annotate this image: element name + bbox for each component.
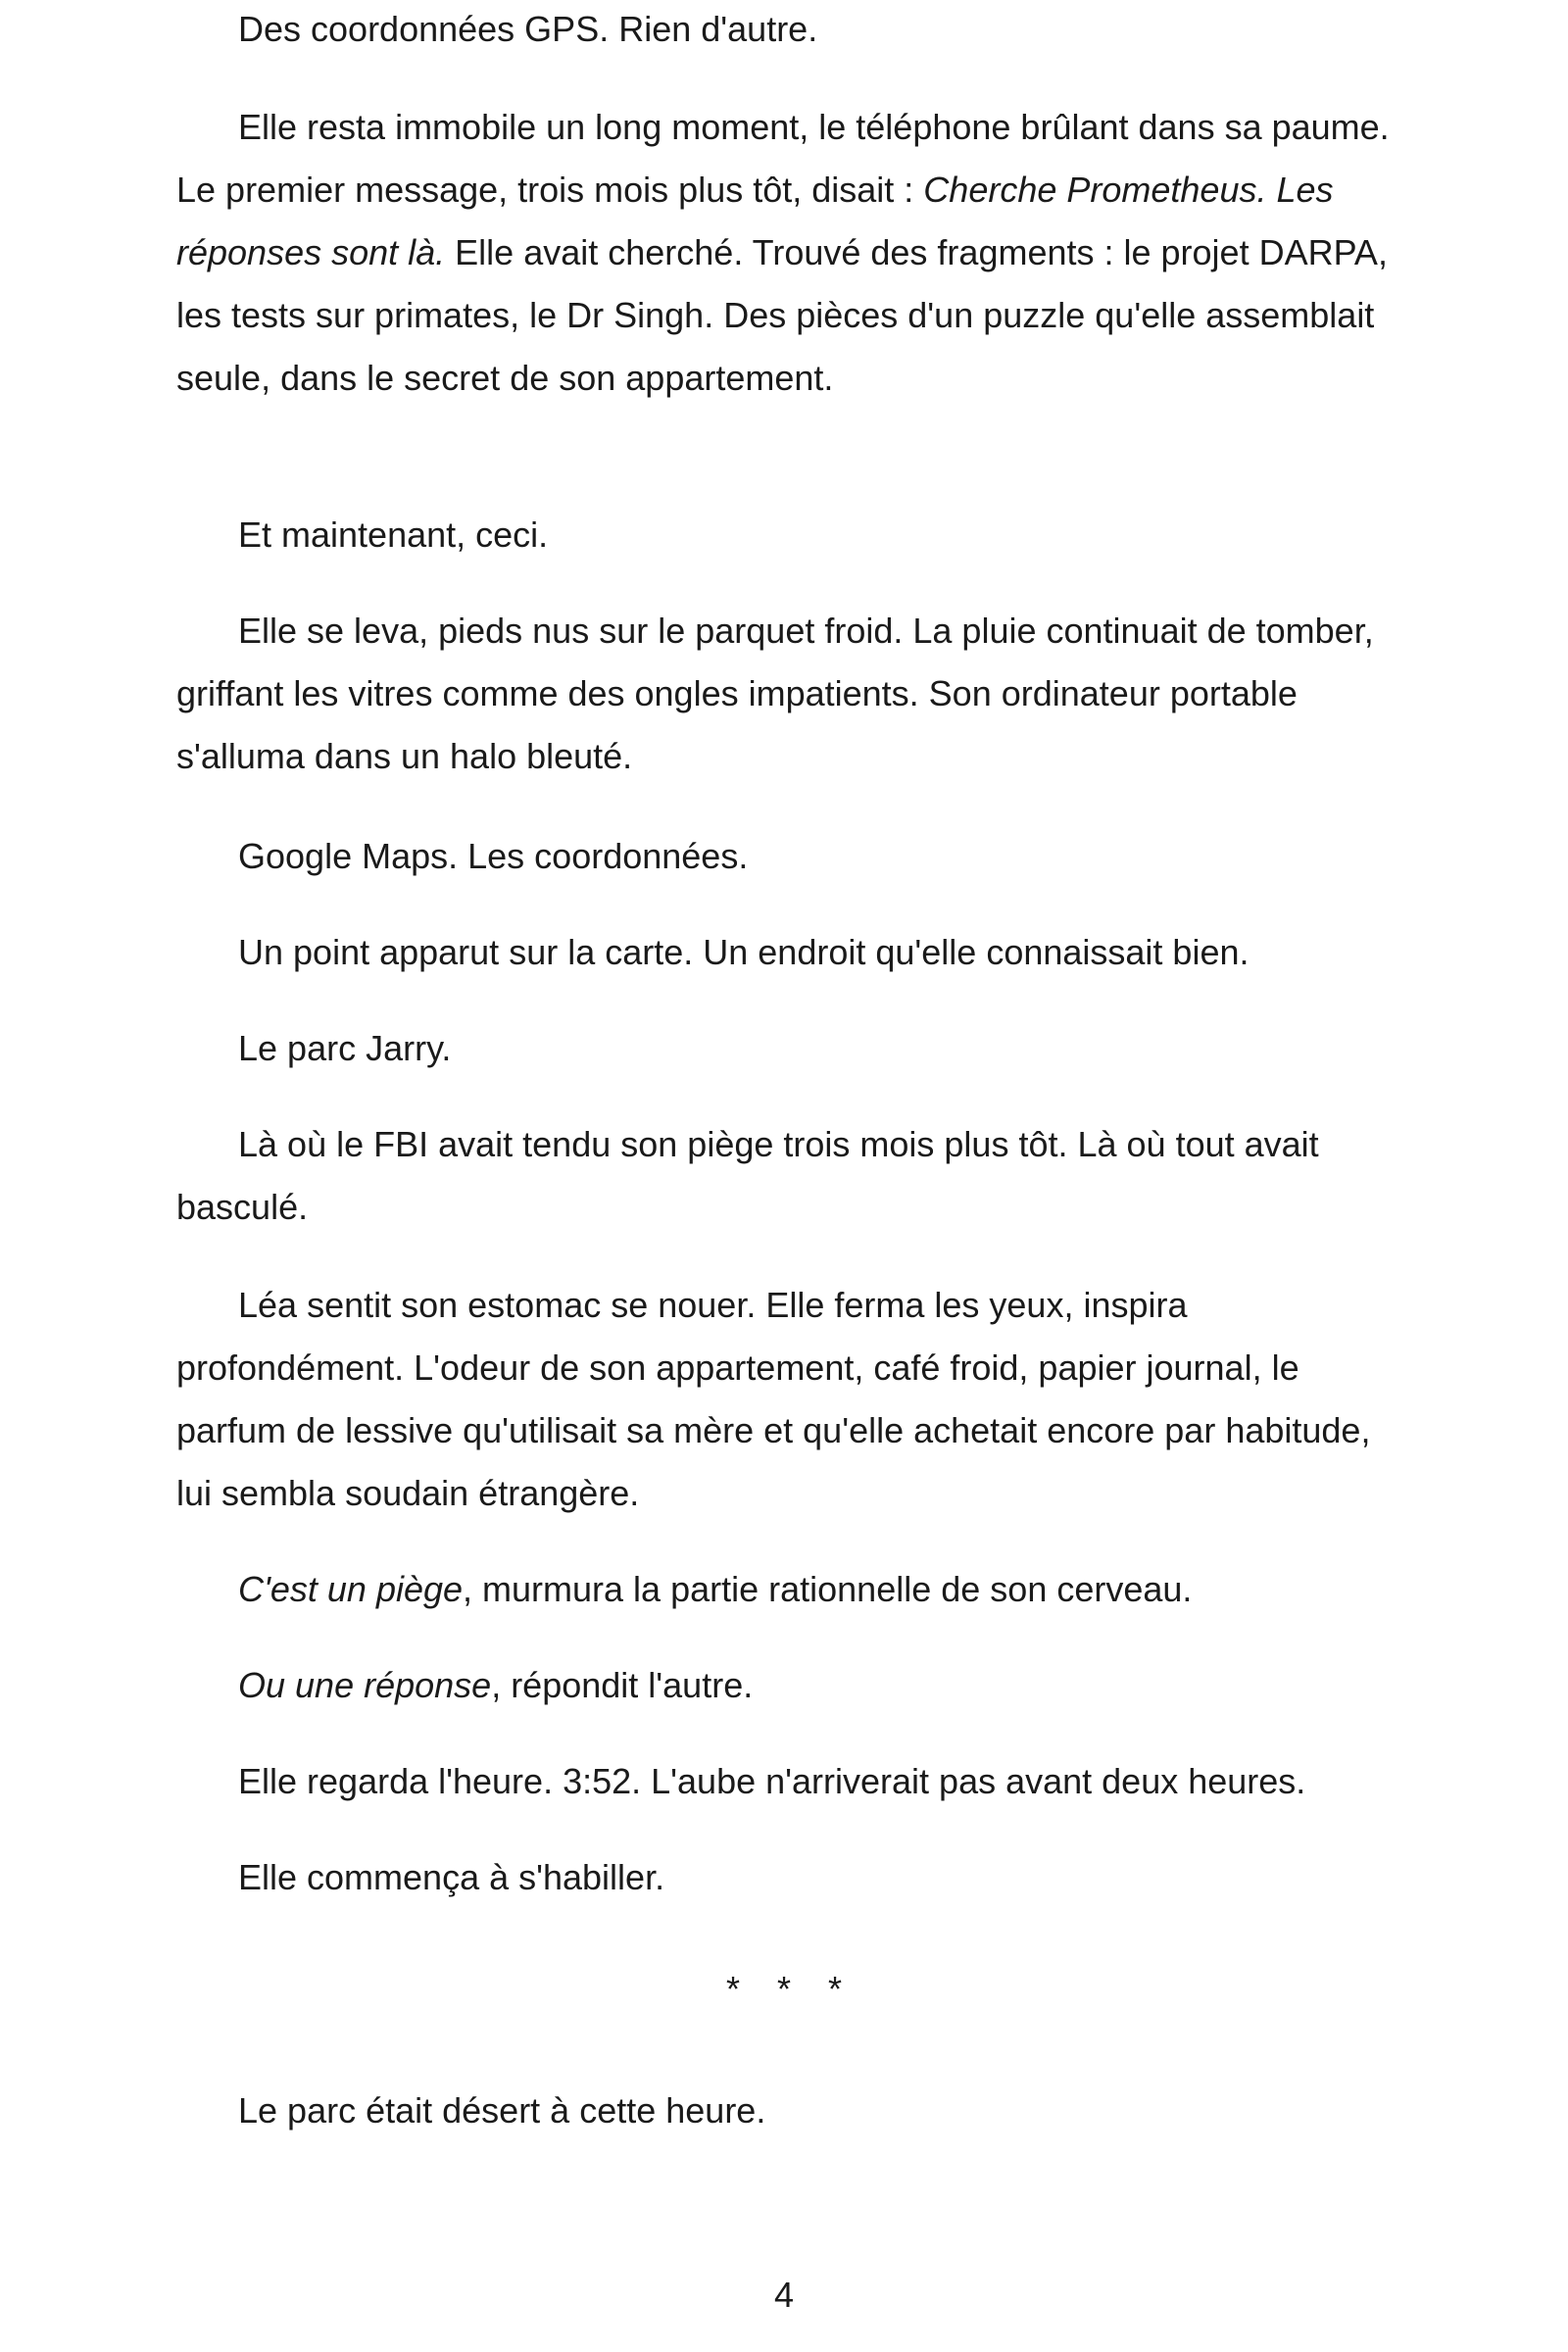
text-run: Léa sentit son estomac se nouer. Elle ferma les yeux, inspira profondément. L'odeur de son appartement, café froid, papier journal, le parfum de lessive qu'utilisait sa mère et qu'elle achetait encore par habitude, lui sembla soudain étrangère. — [176, 1285, 1371, 1513]
text-run: Elle resta immobile un long moment, le téléphone brûlant dans sa paume. Le premier message, trois mois plus tôt, disait : — [176, 107, 1390, 210]
page-number: 4 — [773, 2275, 795, 2315]
text-run: Un point apparut sur la carte. Un endroit qu'elle connaissait bien. — [238, 932, 1250, 972]
section-separator — [176, 1958, 1392, 2021]
paragraph — [176, 600, 1392, 788]
text-run: Des coordonnées GPS. Rien d'autre. — [238, 9, 818, 49]
paragraph — [176, 1750, 1392, 1813]
paragraph — [176, 1654, 1392, 1717]
paragraph — [176, 1113, 1392, 1239]
separator-star: * — [725, 1969, 740, 2009]
separator-star: * — [776, 1969, 791, 2009]
paragraph — [176, 825, 1392, 888]
paragraph — [176, 96, 1392, 410]
text-run: Elle regarda l'heure. 3:52. L'aube n'arriverait pas avant deux heures. — [238, 1761, 1306, 1801]
paragraph — [176, 1558, 1392, 1621]
paragraph — [176, 2080, 1392, 2142]
paragraph — [176, 921, 1392, 984]
text-run: Le parc était désert à cette heure. — [238, 2090, 766, 2131]
text-run: Elle commença à s'habiller. — [238, 1857, 665, 1897]
text-run: , répondit l'autre. — [491, 1665, 754, 1705]
text-run: Elle se leva, pieds nus sur le parquet froid. La pluie continuait de tomber, griffant les vitres comme des ongles impatients. Son ordinateur portable s'alluma dans un halo bleuté. — [176, 611, 1374, 776]
text-run: Et maintenant, ceci. — [238, 514, 549, 555]
paragraph — [176, 1274, 1392, 1525]
italic-text: C'est un piège — [238, 1569, 464, 1609]
paragraph — [176, 1846, 1392, 1909]
italic-text: Ou une réponse — [238, 1665, 492, 1705]
text-run: Là où le FBI avait tendu son piège trois mois plus tôt. Là où tout avait basculé. — [176, 1124, 1319, 1227]
text-run: Google Maps. Les coordonnées. — [238, 836, 749, 876]
paragraph — [176, 1017, 1392, 1080]
paragraph — [176, 504, 1392, 566]
text-run: , murmura la partie rationnelle de son cerveau. — [463, 1569, 1193, 1609]
separator-star: * — [828, 1969, 843, 2009]
paragraph — [176, 0, 1392, 61]
italic-text: Cherche Prometheus. Les réponses sont là. — [176, 170, 1334, 272]
text-run: Elle avait cherché. Trouvé des fragments : le projet DARPA, les tests sur primates, le Dr Singh. Des pièces d'un puzzle qu'elle assemblait seule, dans le secret de son appartement. — [176, 232, 1388, 398]
text-run: Le parc Jarry. — [238, 1028, 452, 1068]
